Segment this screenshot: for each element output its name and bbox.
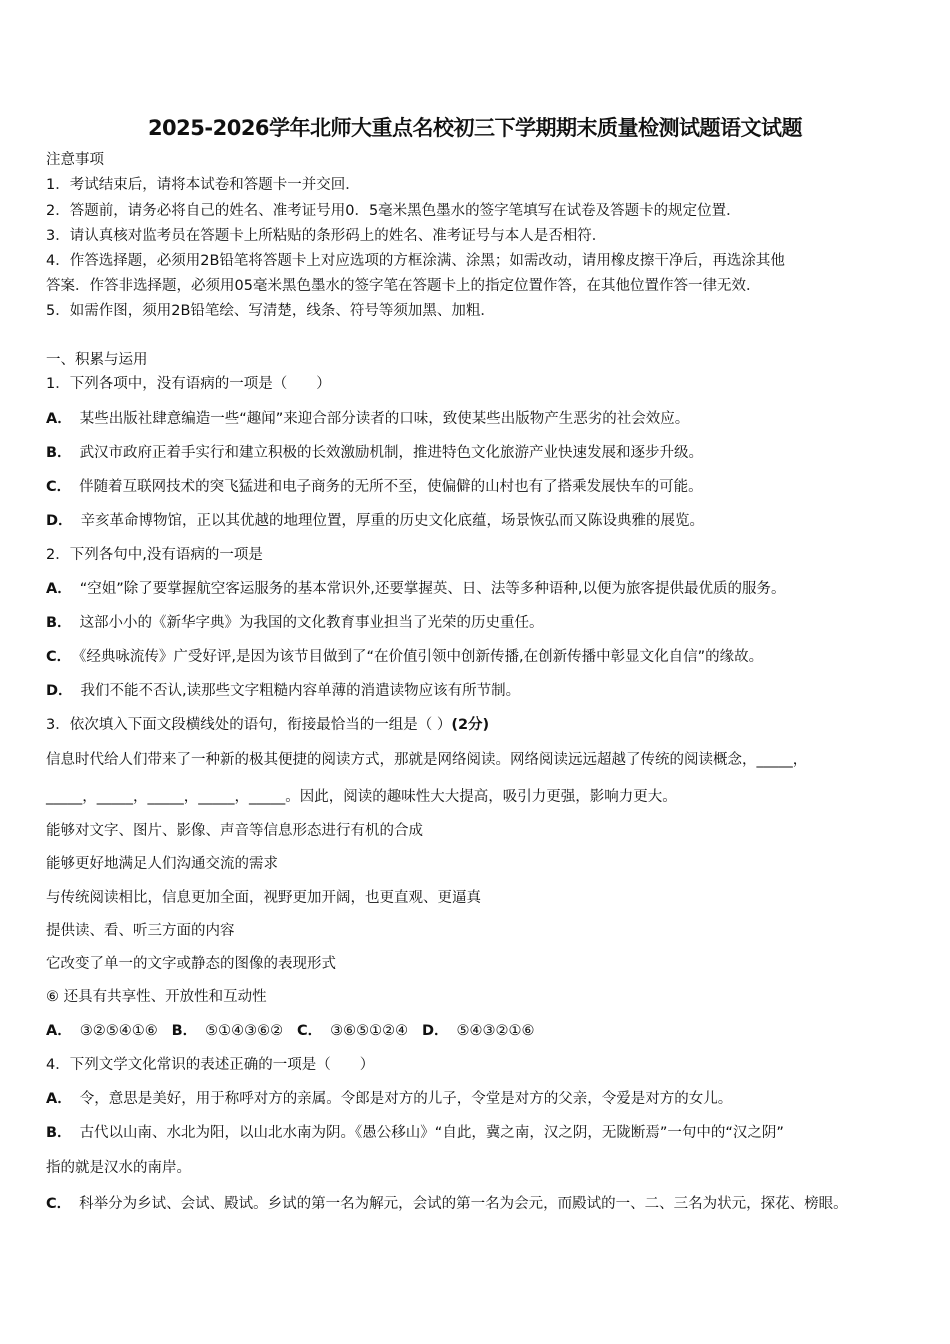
option-label: B． <box>46 615 72 631</box>
option-text: 我们不能不否认,读那些文字粗糙内容单薄的消遣读物应该有所节制。 <box>80 683 521 699</box>
option-text: 某些出版社肆意编造一些“趣闻”来迎合部分读者的口味，致使某些出版物产生恶劣的社会效应。 <box>79 411 690 427</box>
option-text: 伴随着互联网技术的突飞猛进和电子商务的无所不至，使偏僻的山村也有了搭乘发展快车的可能。 <box>79 479 703 495</box>
notice-item: 1．考试结束后，请将本试卷和答题卡一并交回． <box>46 177 360 193</box>
notice-item: 4．作答选择题，必须用2B铅笔将答题卡上对应选项的方框涂满、涂黑；如需改动，请用橡皮擦干净后，再选涂其他 <box>46 253 785 269</box>
option-text: 古代以山南、水北为阳，以山北水南为阴。《愚公移山》“自此，冀之南，汉之阴，无陇断焉”一句中的“汉之阴” <box>79 1125 784 1141</box>
q4-option-a <box>46 1089 732 1109</box>
q1-option-d <box>46 511 704 531</box>
option-text: 辛亥革命博物馆，正以其优越的地理位置，厚重的历史文化底蕴，场景恢弘而又陈设典雅的展览。 <box>80 513 705 529</box>
notice-item: 2．答题前，请务必将自己的姓名、准考证号用0．5毫米黑色墨水的签字笔填写在试卷及答题卡的规定位置． <box>46 203 741 219</box>
q2-option-a <box>46 579 785 599</box>
q3-stem-text: 3．依次填入下面文段横线处的语句，衔接最恰当的一组是（ ） <box>46 717 452 733</box>
option-label: C． <box>46 1196 72 1212</box>
option-label: D． <box>46 513 73 529</box>
q3-passage: _____，_____，_____，_____，_____。因此，阅读的趣味性大大提高，吸引力更强，影响力更大。 <box>46 789 677 805</box>
option-text: 令，意思是美好，用于称呼对方的亲属。令郎是对方的儿子，令堂是对方的父亲，令爱是对方的女儿。 <box>79 1091 733 1107</box>
option-label: B． <box>171 1023 198 1039</box>
option-label: C． <box>46 649 72 665</box>
option-text: 武汉市政府正着手实行和建立积极的长效激励机制，推进特色文化旅游产业快速发展和逐步升级。 <box>79 445 704 461</box>
q4-option-c <box>46 1194 848 1214</box>
notice-item: 3．请认真核对监考员在答题卡上所粘贴的条形码上的姓名、准考证号与本人是否相符． <box>46 228 607 244</box>
notice-item: 5．如需作图，须用2B铅笔绘、写清楚，线条、符号等须加黑、加粗． <box>46 303 495 319</box>
option-label: B． <box>46 445 72 461</box>
q3-stem <box>46 715 489 735</box>
option-text: ⑤①④③⑥② <box>205 1023 284 1039</box>
option-label: A． <box>46 581 72 597</box>
q4-stem: 4．下列文学文化常识的表述正确的一项是（ ） <box>46 1057 375 1073</box>
q3-sentence: ⑥ 还具有共享性、开放性和互动性 <box>46 989 267 1005</box>
q3-sentence: 能够对文字、图片、影像、声音等信息形态进行有机的合成 <box>46 823 423 839</box>
option-text: ③⑥⑤①②④ <box>330 1023 409 1039</box>
q2-stem: 2．下列各句中,没有语病的一项是 <box>46 547 263 563</box>
section-heading: 一、积累与运用 <box>46 352 148 368</box>
notice-item: 答案．作答非选择题，必须用05毫米黑色墨水的签字笔在答题卡上的指定位置作答，在其他位置作答一律无效． <box>46 278 761 294</box>
q4-option-b-continued: 指的就是汉水的南岸。 <box>46 1160 191 1176</box>
option-text: 这部小小的《新华字典》为我国的文化教育事业担当了光荣的历史重任。 <box>79 615 544 631</box>
q2-option-d <box>46 681 520 701</box>
q4-option-b <box>46 1123 784 1143</box>
q2-option-c <box>46 647 763 667</box>
q3-score: (2分) <box>451 717 490 733</box>
option-text: “空姐”除了要掌握航空客运服务的基本常识外,还要掌握英、日、法等多种语种,以便为旅客提供最优质的服务。 <box>79 581 786 597</box>
q3-sentence: 它改变了单一的文字或静态的图像的表现形式 <box>46 956 336 972</box>
option-label: A． <box>46 1091 72 1107</box>
q3-passage: 信息时代给人们带来了一种新的极其便捷的阅读方式，那就是网络阅读。网络阅读远远超越了传统的阅读概念，_____， <box>46 752 808 768</box>
q3-sentence: 能够更好地满足人们沟通交流的需求 <box>46 856 278 872</box>
option-label: C． <box>46 479 72 495</box>
option-text: ⑤④③②①⑥ <box>456 1023 535 1039</box>
q1-option-b <box>46 443 703 463</box>
option-text: 《经典咏流传》广受好评,是因为该节目做到了“在价值引领中创新传播,在创新传播中彰显文化自信”的缘故。 <box>79 649 764 665</box>
page-title: 2025-2026学年北师大重点名校初三下学期期末质量检测试题语文试题 <box>147 116 803 140</box>
option-label: C． <box>296 1023 323 1039</box>
option-label: D． <box>421 1023 449 1039</box>
notice-heading: 注意事项 <box>46 152 104 168</box>
option-label: A． <box>46 411 72 427</box>
q1-stem: 1．下列各项中，没有语病的一项是（ ） <box>46 376 331 392</box>
option-label: B． <box>46 1125 72 1141</box>
q3-sentence: 与传统阅读相比，信息更加全面，视野更加开阔，也更直观、更逼真 <box>46 890 481 906</box>
option-text: 科举分为乡试、会试、殿试。乡试的第一名为解元，会试的第一名为会元，而殿试的一、二、三名为状元，探花、榜眼。 <box>79 1196 848 1212</box>
q2-option-b <box>46 613 544 633</box>
q1-option-a <box>46 409 689 429</box>
option-label: A． <box>46 1023 72 1039</box>
q3-sentence: 提供读、看、听三方面的内容 <box>46 923 235 939</box>
option-label: D． <box>46 683 73 699</box>
q3-options <box>46 1021 534 1041</box>
option-text: ③②⑤④①⑥ <box>79 1023 158 1039</box>
q1-option-c <box>46 477 703 497</box>
